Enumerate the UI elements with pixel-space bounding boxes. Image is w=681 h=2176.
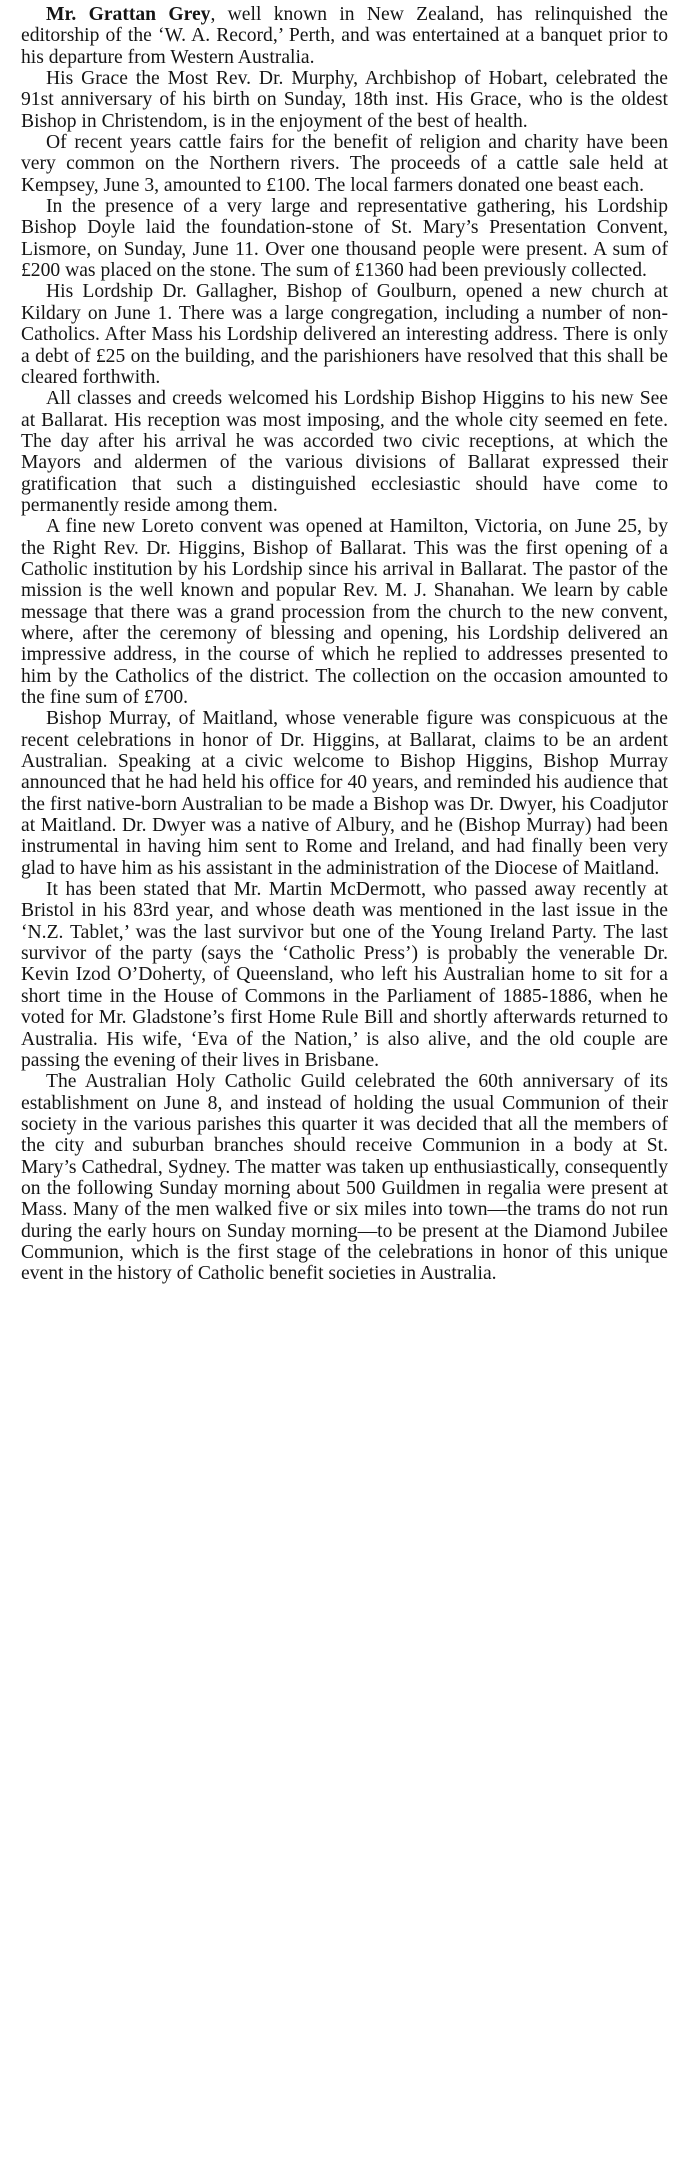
paragraph-text: All classes and creeds welcomed his Lordship Bishop Higgins to his new See at Ballarat. His reception was most imposing, and the whole city seemed en fete. The day after his arrival he was accorded two civic receptions, at which the Mayors and aldermen of the various divisions of Ballarat expressed their gratification that such a distinguished ecclesiastic should have come to permanently reside among them. xyxy=(21,388,668,516)
paragraph-text: His Grace the Most Rev. Dr. Murphy, Archbishop of Hobart, celebrated the 91st anniversary of his birth on Sunday, 18th inst. His Grace, who is the oldest Bishop in Christendom, is in the enjoyment of the best of health. xyxy=(21,68,668,132)
paragraph-text: The Australian Holy Catholic Guild celebrated the 60th anniversary of its establishment on June 8, and instead of holding the usual Communion of their society in the various parishes this quarter it was decided that all the members of the city and suburban branches should receive Communion in a body at St. Mary’s Cathedral, Sydney. The matter was taken up enthusiastically, consequently on the following Sunday morning about 500 Guildmen in regalia were present at Mass. Many of the men walked five or six miles into town—the trams do not run during the early hours on Sunday morning—to be present at the Diamond Jubilee Communion, which is the first stage of the celebrations in honor of this unique event in the history of Catholic benefit societies in Australia. xyxy=(21,1071,668,1285)
paragraph-text: Of recent years cattle fairs for the benefit of religion and charity have been very common on the Northern rivers. The proceeds of a cattle sale held at Kempsey, June 3, amounted to £100. The local farmers donated one beast each. xyxy=(21,132,668,196)
paragraph-text: Bishop Murray, of Maitland, whose venerable figure was conspicuous at the recent celebrations in honor of Dr. Higgins, at Ballarat, claims to be an ardent Australian. Speaking at a civic welcome to Bishop Higgins, Bishop Murray announced that he had held his office for 40 years, and reminded his audience that the first native-born Australian to be made a Bishop was Dr. Dwyer, his Coadjutor at Maitland. Dr. Dwyer was a native of Albury, and he (Bishop Murray) had been instrumental in having him sent to Rome and Ireland, and had finally been very glad to have him as his assistant in the administration of the Diocese of Maitland. xyxy=(21,708,668,879)
paragraph-text: His Lordship Dr. Gallagher, Bishop of Goulburn, opened a new church at Kildary on June 1. There was a large congregation, including a number of non-Catholics. After Mass his Lordship delivered an interesting address. There is only a debt of £25 on the building, and the parishioners have resolved that this shall be cleared forthwith. xyxy=(21,281,668,388)
paragraph-cattle-fairs xyxy=(21,132,668,196)
paragraph-lismore-convent xyxy=(21,196,668,281)
paragraph-archbishop-murphy xyxy=(21,68,668,132)
paragraph-hamilton-convent xyxy=(21,516,668,708)
paragraph-catholic-guild xyxy=(21,1071,668,1284)
paragraph-text: It has been stated that Mr. Martin McDermott, who passed away recently at Bristol in his 83rd year, and whose death was mentioned in the last issue in the ‘N.Z. Tablet,’ was the last survivor but one of the Young Ireland Party. The last survivor of the party (says the ‘Catholic Press’) is probably the venerable Dr. Kevin Izod O’Doherty, of Queensland, who left his Australian home to sit for a short time in the House of Commons in the Parliament of 1885-1886, when he voted for Mr. Gladstone’s first Home Rule Bill and shortly afterwards returned to Australia. His wife, ‘Eva of the Nation,’ is also alive, and the old couple are passing the evening of their lives in Brisbane. xyxy=(21,879,668,1071)
paragraph-text: A fine new Loreto convent was opened at Hamilton, Victoria, on June 25, by the Right Rev. Dr. Higgins, Bishop of Ballarat. This was the first opening of a Catholic institution by his Lordship since his arrival in Ballarat. The pastor of the mission is the well known and popular Rev. M. J. Shanahan. We learn by cable message that there was a grand procession from the church to the new convent, where, after the ceremony of blessing and opening, his Lordship delivered an impressive address, in the course of which he replied to addresses presented to him by the Catholics of the district. The collection on the occasion amounted to the fine sum of £700. xyxy=(21,516,668,708)
paragraph-young-ireland xyxy=(21,879,668,1071)
lead-name: Mr. Grattan Grey xyxy=(46,4,211,25)
paragraph-grattan-grey xyxy=(21,4,668,68)
paragraph-bishop-murray xyxy=(21,708,668,879)
paragraph-ballarat-welcome xyxy=(21,388,668,516)
paragraph-text: , well known in New Zealand, has relinquished the editorship of the ‘W. A. Record,’ Perth, and was entertained at a banquet prior to his departure from Western Australia. xyxy=(21,4,668,68)
paragraph-kildary-church xyxy=(21,281,668,388)
paragraph-text: In the presence of a very large and representative gathering, his Lordship Bishop Doyle laid the foundation-stone of St. Mary’s Presentation Convent, Lismore, on Sunday, June 11. Over one thousand people were present. A sum of £200 was placed on the stone. The sum of £1360 had been previously collected. xyxy=(21,196,668,282)
